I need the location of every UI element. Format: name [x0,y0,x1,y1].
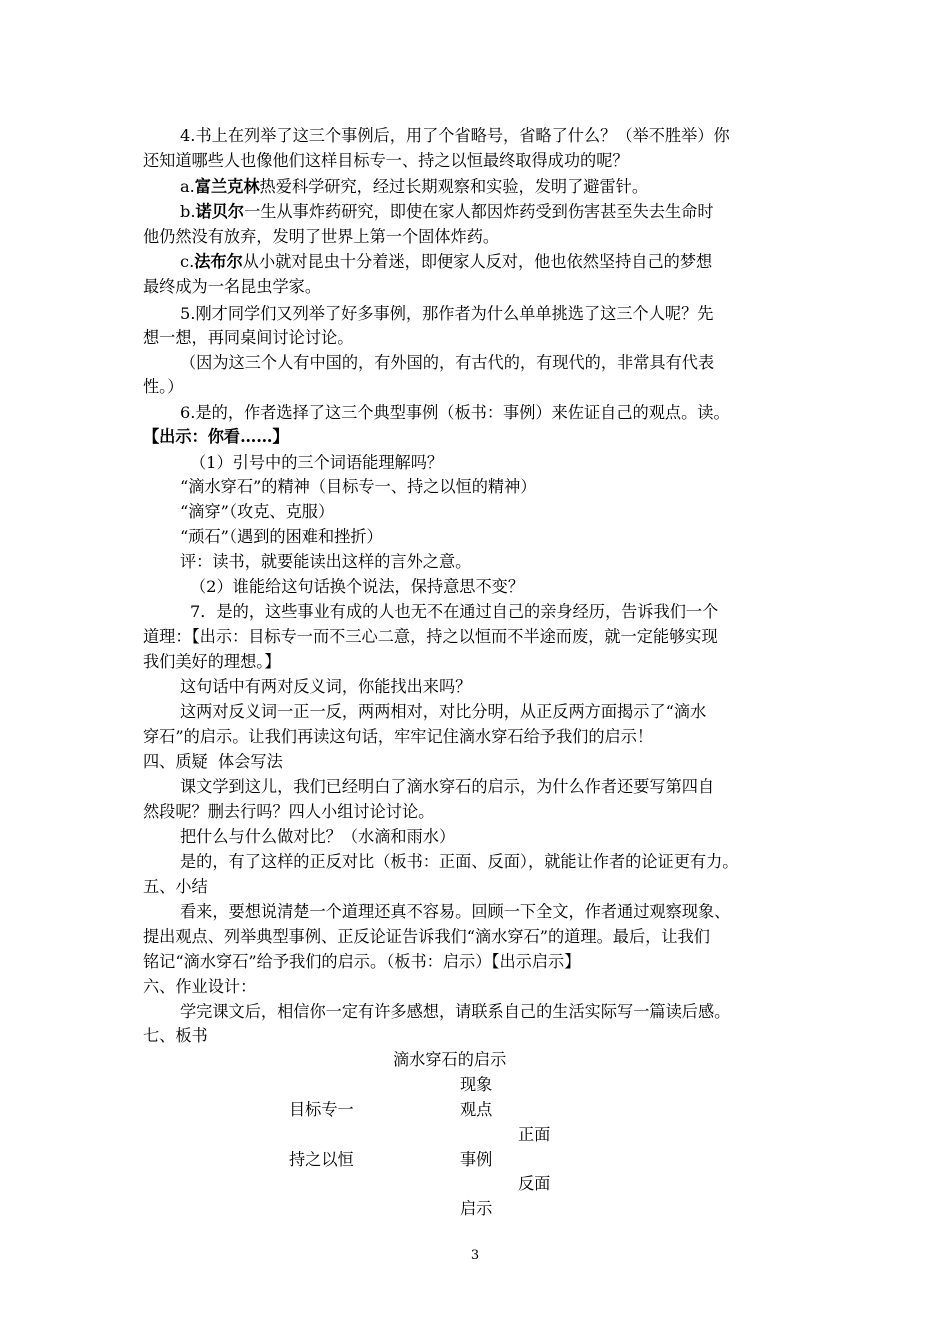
paragraph-line: 提出观点、列举典型事例、正反论证告诉我们“滴水穿石”的道理。最后，让我们 [143,927,710,946]
board-focus: 目标专一 [289,1100,354,1119]
paragraph-line: （2）谁能给这句话换个说法，保持意思不变？ [190,577,525,596]
paragraph-line: 这两对反义词一正一反，两两相对，对比分明，从正反两方面揭示了“滴水 [180,702,707,721]
board-phenomenon: 现象 [460,1075,493,1094]
paragraph-line: “滴水穿石”的精神（目标专一、持之以恒的精神） [180,477,537,496]
paragraph-line: 我们美好的理想。】 [143,652,281,671]
paragraph-line: 然段呢？删去行吗？四人小组讨论讨论。 [143,802,435,821]
paragraph-line: 这句话中有两对反义词，你能找出来吗？ [180,677,472,696]
example-fabre [180,250,712,274]
paragraph-line: 想一想，再同桌间讨论讨论。 [143,328,354,347]
board-enlightenment: 启示 [460,1199,493,1218]
paragraph-line: 性。） [143,377,184,396]
paragraph-line: 还知道哪些人也像他们这样目标专一、持之以恒最终取得成功的呢？ [143,151,629,170]
section-heading: 七、板书 [143,1026,208,1045]
paragraph-line: （1）引号中的三个词语能理解吗？ [190,453,444,472]
example-nobel [180,200,714,224]
paragraph-line: 课文学到这儿，我们已经明白了滴水穿石的启示，为什么作者还要写第四自 [180,777,715,796]
list-marker: a. [180,177,195,196]
paragraph-line: 是的，有了这样的正反对比（板书：正面、反面），就能让作者的论证更有力。 [180,852,739,871]
person-name: 法布尔 [194,252,243,271]
paragraph-line: 4.书上在列举了这三个事例后，用了个省略号，省略了什么？（举不胜举）你 [180,126,730,145]
example-text: 从小就对昆虫十分着迷，即便家人反对，他也依然坚持自己的梦想 [242,252,713,271]
paragraph-line: （因为这三个人有中国的，有外国的，有古代的，有现代的，非常具有代表 [180,353,715,372]
paragraph-line: 铭记“滴水穿石”给予我们的启示。（板书：启示）【出示启示】 [143,952,581,971]
example-text: 一生从事炸药研究，即使在家人都因炸药受到伤害甚至失去生命时 [244,202,714,221]
paragraph-line: 学完课文后，相信你一定有许多感想，请联系自己的生活实际写一篇读后感。 [180,1002,731,1021]
paragraph-line: 最终成为一名昆虫学家。 [143,277,322,296]
paragraph-line: “顽石”（遇到的困难和挫折） [180,527,383,546]
person-name: 诺贝尔 [195,202,245,221]
paragraph-line: 把什么与什么做对比？（水滴和雨水） [180,827,456,846]
paragraph-line: 评：读书，就要能读出这样的言外之意。 [180,552,472,571]
paragraph-line: 7．是的，这些事业有成的人也无不在通过自己的亲身经历，告诉我们一个 [190,602,719,621]
board-negative: 反面 [518,1174,551,1193]
section-heading: 六、作业设计： [143,977,257,996]
board-positive: 正面 [518,1125,551,1144]
paragraph-line: 6.是的，作者选择了这三个典型事例（板书：事例）来佐证自己的观点。读。 [180,403,730,422]
example-text: 热爱科学研究，经过长期观察和实验，发明了避雷针。 [259,177,649,196]
list-marker: c. [180,252,195,271]
paragraph-line: “滴穿”（攻克、克服） [180,502,335,521]
person-name: 富兰克林 [194,177,260,196]
section-heading: 四、质疑 体会写法 [143,752,283,771]
board-title: 滴水穿石的启示 [393,1050,507,1069]
list-marker: b. [180,202,196,221]
paragraph-line: 【出示：你看……】 [143,427,289,446]
board-examples: 事例 [460,1150,493,1169]
board-viewpoint: 观点 [460,1100,493,1119]
paragraph-line: 穿石”的启示。让我们再读这句话，牢牢记住滴水穿石给予我们的启示！ [143,727,654,746]
section-heading: 五、小结 [143,877,208,896]
board-persist: 持之以恒 [289,1150,354,1169]
paragraph-line: 5.刚才同学们又列举了好多事例，那作者为什么单单挑选了这三个人呢？先 [180,304,714,323]
example-franklin [180,175,648,199]
paragraph-line: 看来，要想说清楚一个道理还真不容易。回顾一下全文，作者通过观察现象、 [180,902,731,921]
paragraph-line: 他仍然没有放弃，发明了世界上第一个固体炸药。 [143,227,500,246]
page-number: 3 [470,1248,480,1263]
paragraph-line: 道理：【出示：目标专一而不三心二意，持之以恒而不半途而废，就一定能够实现 [143,627,718,646]
